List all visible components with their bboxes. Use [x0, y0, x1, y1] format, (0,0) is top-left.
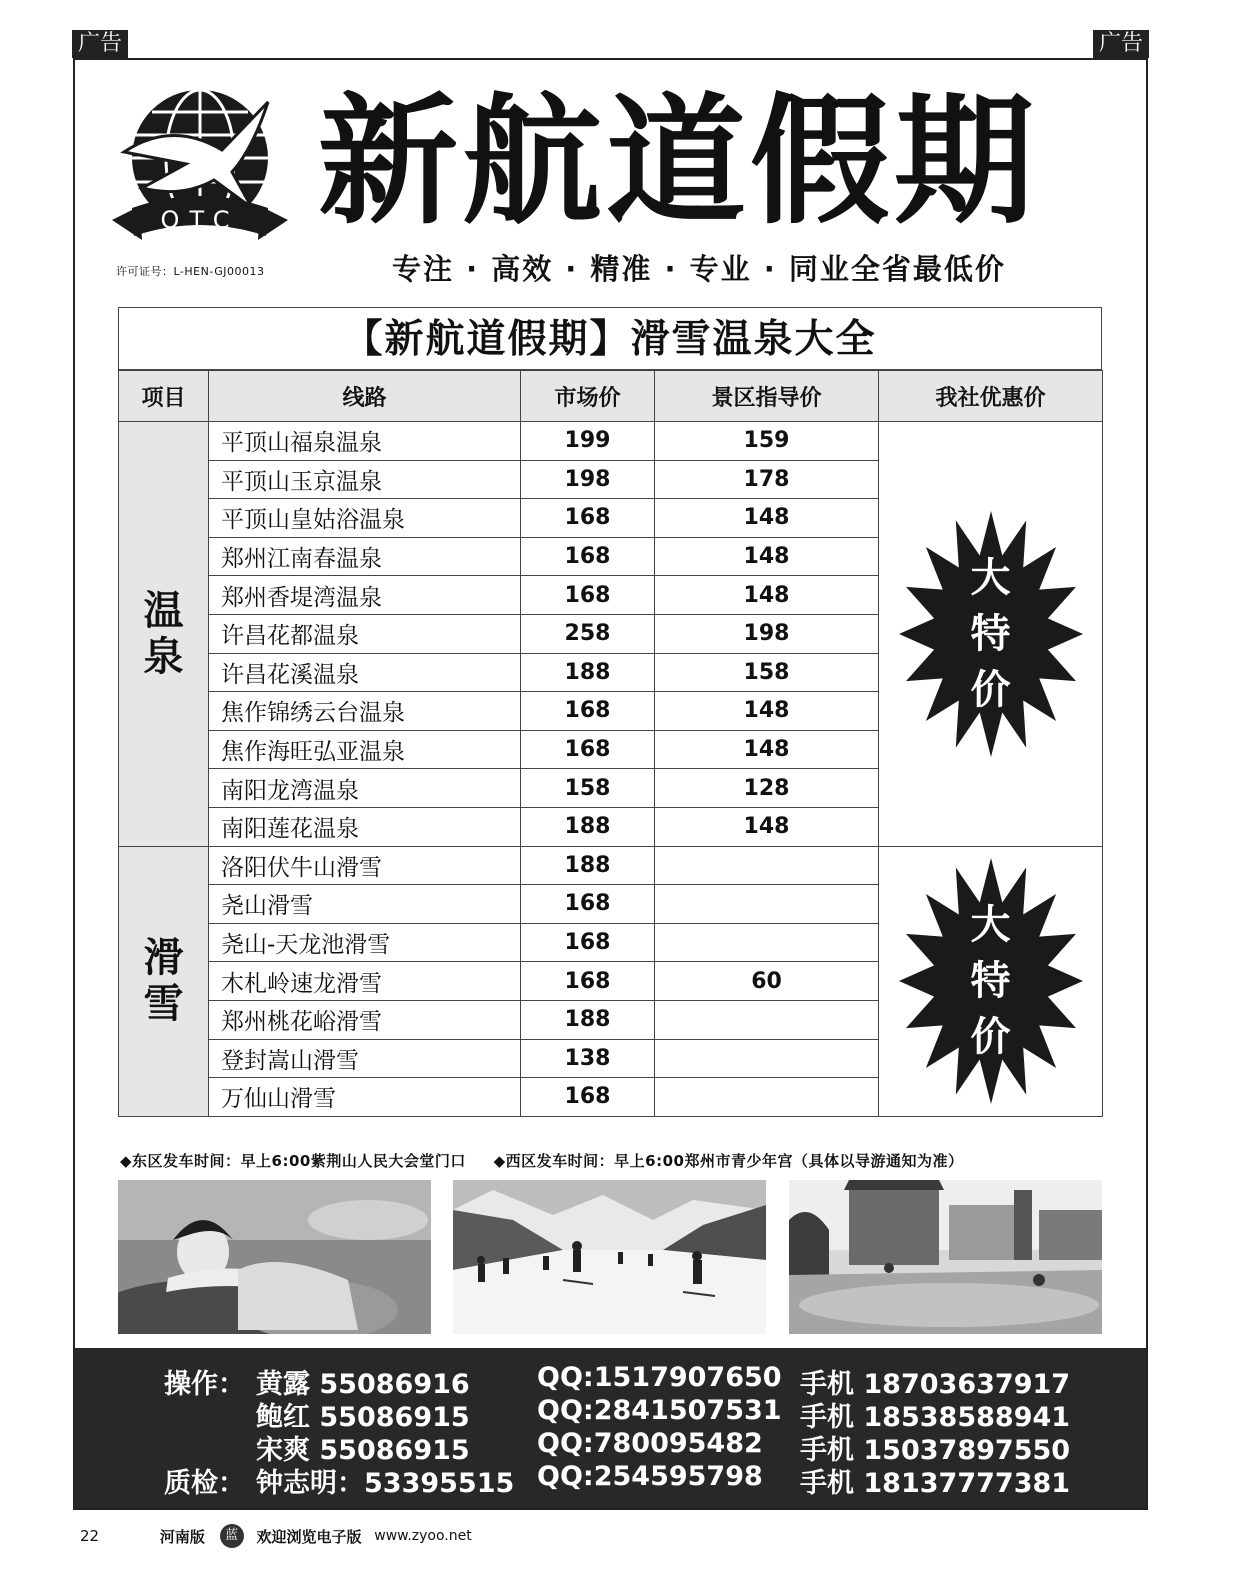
table-row — [119, 846, 1103, 885]
table-title: 【新航道假期】滑雪温泉大全 — [118, 307, 1102, 370]
category-cell — [119, 846, 209, 1116]
guide-price: 159 — [655, 422, 879, 461]
guide-price — [655, 885, 879, 924]
otc-logo — [102, 80, 298, 260]
departure-east: ◆东区发车时间：早上6:00紫荆山人民大会堂门口 — [120, 1152, 466, 1170]
contact-name-phone: 钟志明：53395515 — [256, 1468, 515, 1499]
departure-west: ◆西区发车时间：早上6:00郑州市青少年宫（具体以导游通知为准） — [493, 1152, 964, 1170]
guide-price — [655, 923, 879, 962]
market-price: 188 — [521, 846, 655, 885]
market-price: 168 — [521, 885, 655, 924]
contact-row — [74, 1461, 1146, 1499]
guide-price — [655, 1078, 879, 1117]
guide-price: 158 — [655, 653, 879, 692]
market-price: 198 — [521, 460, 655, 499]
page-number: 22 — [80, 1527, 100, 1545]
guide-price: 148 — [655, 499, 879, 538]
ad-tag-right: 广告 — [1093, 30, 1149, 58]
contact-row — [74, 1428, 1146, 1466]
category-label: 滑雪 — [143, 935, 184, 1028]
route-name: 平顶山福泉温泉 — [209, 422, 521, 461]
brand-slogan: 专注 · 高效 · 精准 · 专业 · 同业全省最低价 — [392, 252, 1006, 286]
market-price: 158 — [521, 769, 655, 808]
header-our-price: 我社优惠价 — [879, 371, 1103, 422]
table-header-row — [119, 371, 1103, 422]
guide-price — [655, 1039, 879, 1078]
logo-text: OTC — [160, 206, 240, 234]
welcome-text: 欢迎浏览电子版 — [256, 1527, 362, 1546]
price-table — [118, 370, 1103, 1117]
hot-spring-woman-photo — [118, 1180, 431, 1334]
license-number: 许可证号：L-HEN-GJ00013 — [116, 265, 265, 278]
guide-price — [655, 1000, 879, 1039]
route-name: 南阳莲花温泉 — [209, 807, 521, 846]
route-name: 平顶山皇姑浴温泉 — [209, 499, 521, 538]
hot-spring-pool-photo — [789, 1180, 1102, 1334]
website-link[interactable]: www.zyoo.net — [374, 1528, 472, 1544]
market-price: 199 — [521, 422, 655, 461]
guide-price: 178 — [655, 460, 879, 499]
guide-price: 60 — [655, 962, 879, 1001]
contact-name-phone: 宋爽 55086915 — [256, 1435, 470, 1466]
market-price: 168 — [521, 576, 655, 615]
contact-panel — [74, 1348, 1146, 1508]
contact-qq: QQ:780095482 — [537, 1428, 763, 1459]
guide-price — [655, 846, 879, 885]
contact-mobile: 手机 18538588941 — [800, 1402, 1071, 1433]
special-price-badge: 大特价 — [970, 902, 1011, 1061]
page-footer — [80, 1524, 472, 1554]
ski-resort-photo — [453, 1180, 766, 1334]
guide-price: 148 — [655, 730, 879, 769]
market-price: 168 — [521, 923, 655, 962]
contact-row — [74, 1395, 1146, 1433]
route-name: 登封嵩山滑雪 — [209, 1039, 521, 1078]
guide-price: 198 — [655, 614, 879, 653]
header-market-price: 市场价 — [521, 371, 655, 422]
special-price-cell — [879, 422, 1103, 847]
header-guide-price: 景区指导价 — [655, 371, 879, 422]
route-name: 郑州江南春温泉 — [209, 537, 521, 576]
market-price: 168 — [521, 730, 655, 769]
contact-name-phone: 鲍红 55086915 — [256, 1402, 470, 1433]
route-name: 万仙山滑雪 — [209, 1078, 521, 1117]
market-price: 188 — [521, 1000, 655, 1039]
guide-price: 128 — [655, 769, 879, 808]
contact-mobile: 手机 18703637917 — [800, 1369, 1071, 1400]
blue-logo-icon: 蓝 — [220, 1524, 244, 1548]
contact-qq: QQ:2841507531 — [537, 1395, 782, 1426]
departure-info — [120, 1150, 985, 1171]
route-name: 南阳龙湾温泉 — [209, 769, 521, 808]
route-name: 焦作海旺弘亚温泉 — [209, 730, 521, 769]
market-price: 168 — [521, 692, 655, 731]
market-price: 168 — [521, 962, 655, 1001]
edition-label: 河南版 — [159, 1527, 205, 1546]
route-name: 许昌花都温泉 — [209, 614, 521, 653]
route-name: 许昌花溪温泉 — [209, 653, 521, 692]
header-route: 线路 — [209, 371, 521, 422]
contact-qq: QQ:1517907650 — [537, 1362, 782, 1393]
contact-qq: QQ:254595798 — [537, 1461, 763, 1492]
route-name: 木札岭速龙滑雪 — [209, 962, 521, 1001]
route-name: 平顶山玉京温泉 — [209, 460, 521, 499]
market-price: 168 — [521, 499, 655, 538]
route-name: 尧山-天龙池滑雪 — [209, 923, 521, 962]
guide-price: 148 — [655, 807, 879, 846]
contact-mobile: 手机 18137777381 — [800, 1468, 1071, 1499]
contact-mobile: 手机 15037897550 — [800, 1435, 1071, 1466]
route-name: 郑州桃花峪滑雪 — [209, 1000, 521, 1039]
contact-role: 操作： — [164, 1369, 245, 1400]
special-price-badge: 大特价 — [970, 554, 1011, 713]
header-category: 项目 — [119, 371, 209, 422]
contact-row — [74, 1362, 1146, 1400]
ad-tag-left: 广告 — [72, 30, 128, 58]
category-label: 温泉 — [143, 587, 184, 680]
market-price: 188 — [521, 807, 655, 846]
route-name: 郑州香堤湾温泉 — [209, 576, 521, 615]
table-row — [119, 422, 1103, 461]
route-name: 尧山滑雪 — [209, 885, 521, 924]
market-price: 168 — [521, 1078, 655, 1117]
route-name: 洛阳伏牛山滑雪 — [209, 846, 521, 885]
market-price: 138 — [521, 1039, 655, 1078]
market-price: 258 — [521, 614, 655, 653]
market-price: 168 — [521, 537, 655, 576]
brand-title: 新航道假期 — [318, 80, 1039, 244]
route-name: 焦作锦绣云台温泉 — [209, 692, 521, 731]
category-cell — [119, 422, 209, 847]
contact-role: 质检： — [164, 1468, 245, 1499]
market-price: 188 — [521, 653, 655, 692]
guide-price: 148 — [655, 692, 879, 731]
guide-price: 148 — [655, 537, 879, 576]
special-price-cell — [879, 846, 1103, 1116]
guide-price: 148 — [655, 576, 879, 615]
contact-name-phone: 黄露 55086916 — [256, 1369, 470, 1400]
